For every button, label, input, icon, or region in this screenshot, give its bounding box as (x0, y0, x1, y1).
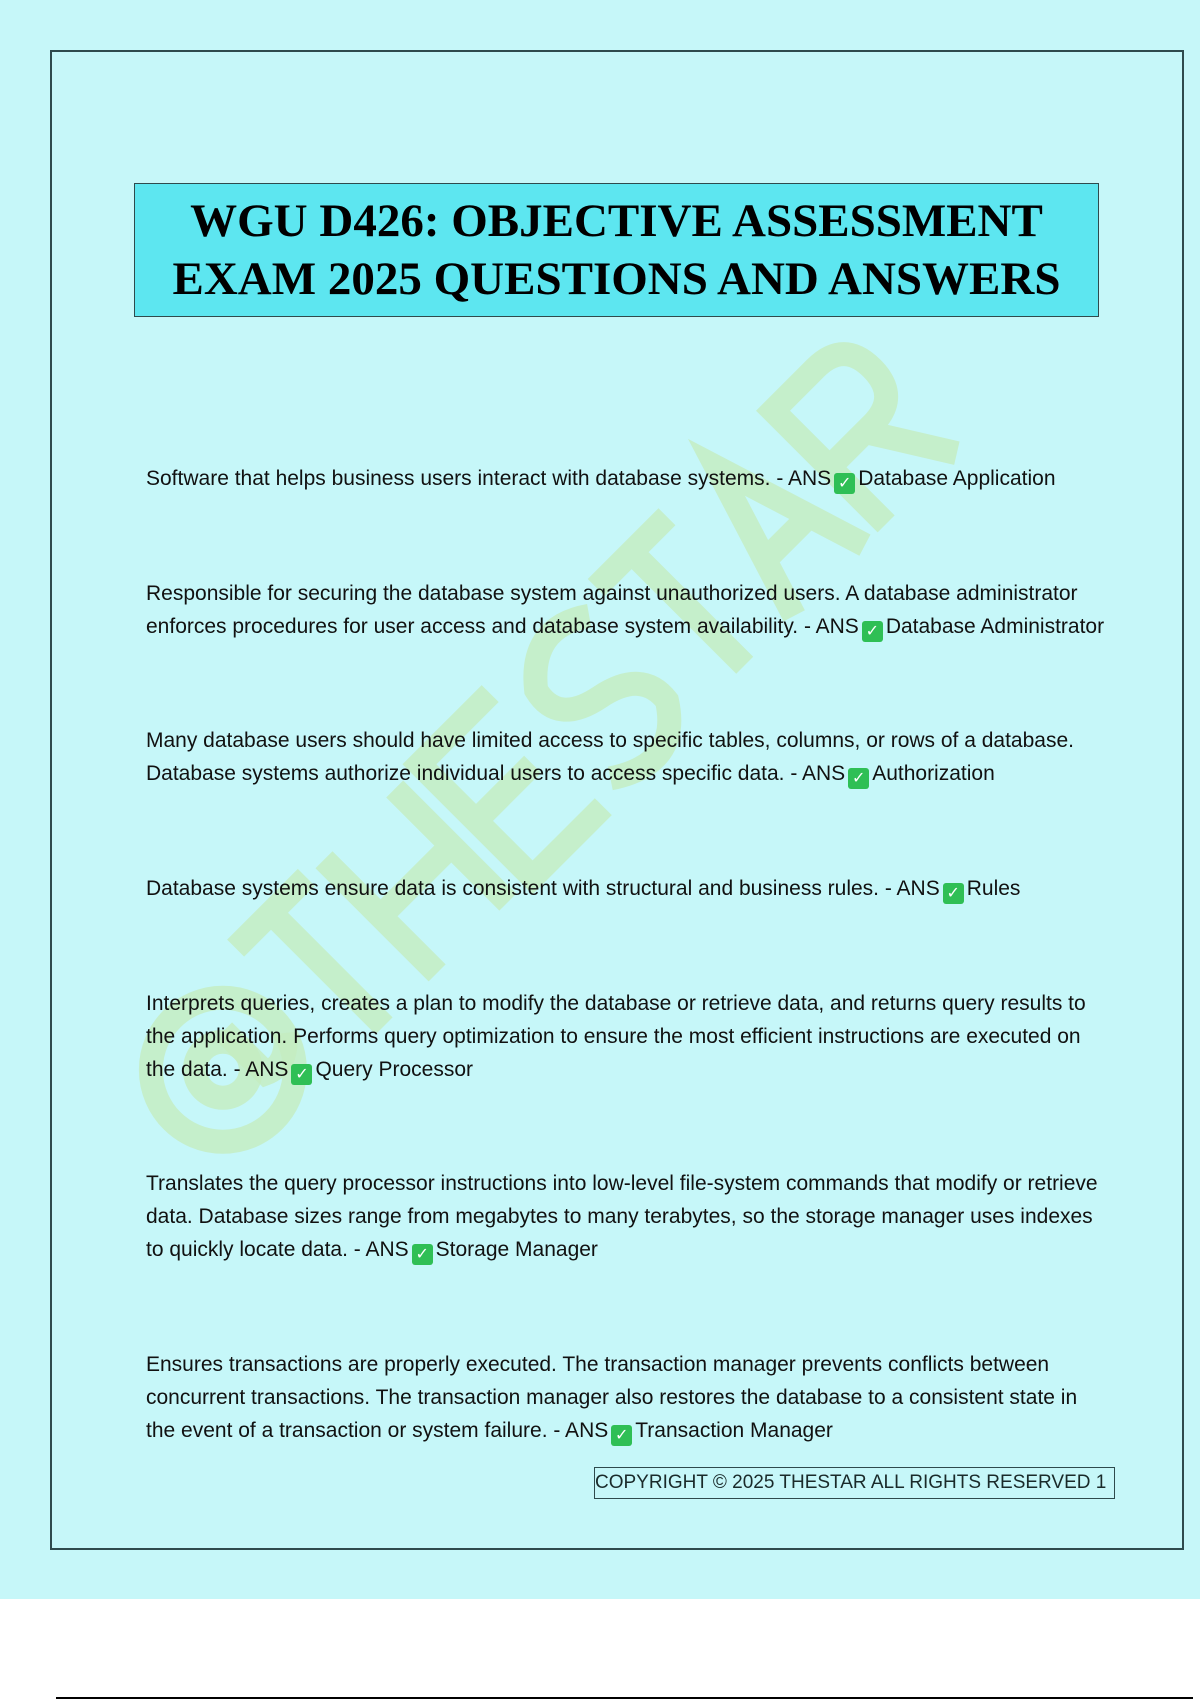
qa-item (146, 577, 1106, 643)
ans-label: - ANS (233, 1057, 289, 1081)
qa-item (146, 872, 1106, 905)
ans-label: - ANS (553, 1418, 609, 1442)
check-icon: ✓ (848, 768, 869, 789)
ans-label: - ANS (790, 762, 846, 786)
answer-text: Storage Manager (435, 1238, 598, 1262)
check-icon: ✓ (611, 1425, 632, 1446)
answer-text: Database Application (858, 467, 1056, 490)
qa-item (146, 987, 1106, 1086)
ans-label: - ANS (776, 467, 832, 490)
question-text: Translates the query processor instructions into low-level file-system commands that modify or retrieve data. Database sizes range from megabytes to many terabytes, so the storage manager uses indexes to quickly locate data. (146, 1172, 1098, 1262)
ans-label: - ANS (353, 1238, 409, 1262)
qa-item (146, 1167, 1106, 1266)
title-line-2: EXAM 2025 QUESTIONS AND ANSWERS (172, 253, 1061, 305)
copyright-footer: COPYRIGHT © 2025 THESTAR ALL RIGHTS RESERVED 1 (594, 1467, 1115, 1499)
question-text: Responsible for securing the database system against unauthorized users. A database administrator enforces procedures for user access and database system availability. (146, 581, 1078, 638)
question-text: Software that helps business users interact with database systems. (146, 467, 771, 490)
answer-text: Authorization (872, 762, 995, 786)
answer-text: Query Processor (315, 1057, 473, 1081)
qa-item (146, 1348, 1106, 1447)
check-icon: ✓ (834, 473, 855, 494)
question-text: Database systems ensure data is consistent with structural and business rules. (146, 876, 880, 900)
question-text: Many database users should have limited access to specific tables, columns, or rows of a database. Database systems authorize individual users to access specific data. (146, 729, 1074, 786)
answer-text: Rules (966, 876, 1021, 900)
qa-item (146, 462, 1106, 495)
qa-item (146, 724, 1106, 790)
check-icon: ✓ (291, 1064, 312, 1085)
check-icon: ✓ (412, 1244, 433, 1265)
answer-text: Transaction Manager (635, 1418, 833, 1442)
title-line-1: WGU D426: OBJECTIVE ASSESSMENT (190, 195, 1043, 247)
check-icon: ✓ (862, 621, 883, 642)
page-divider (56, 1697, 1193, 1699)
document-title (134, 183, 1099, 317)
qa-list (146, 462, 1106, 1447)
check-icon: ✓ (943, 883, 964, 904)
question-text: Ensures transactions are properly executed. The transaction manager prevents conflicts between concurrent transactions. The transaction manager also restores the database to a consistent state in the event of a transaction or system failure. (146, 1352, 1078, 1442)
ans-label: - ANS (803, 614, 859, 638)
answer-text: Database Administrator (885, 614, 1105, 638)
question-text: Interprets queries, creates a plan to modify the database or retrieve data, and returns query results to the application. Performs query optimization to ensure the most efficient instructions are executed on the data. (146, 991, 1086, 1081)
ans-label: - ANS (884, 876, 940, 900)
